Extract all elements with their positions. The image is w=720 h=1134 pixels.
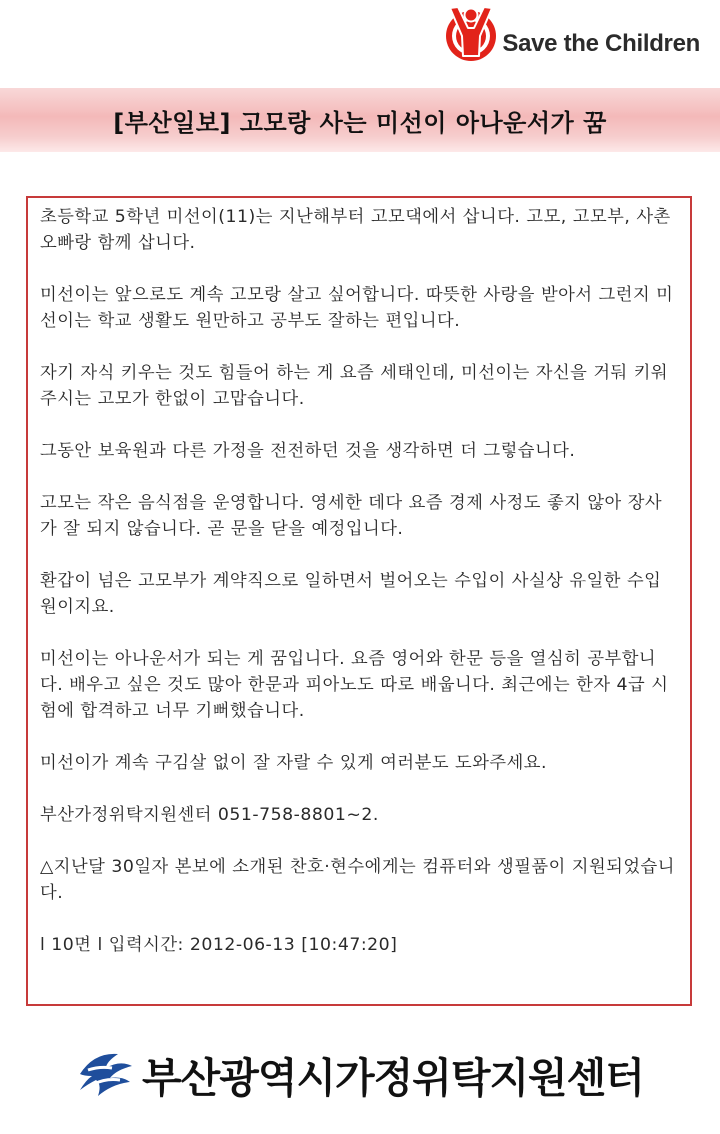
article-paragraph: 그동안 보육원과 다른 가정을 전전하던 것을 생각하면 더 그렇습니다. [40,441,576,461]
busan-emblem-icon [76,1044,136,1104]
save-the-children-figure-icon [444,6,498,64]
article-paragraph: 환갑이 넘은 고모부가 계약직으로 일하면서 벌어오는 수입이 사실상 유일한 수입원이지요. [40,571,662,617]
article-paragraph: 자기 자식 키우는 것도 힘들어 하는 게 요즘 세태인데, 미선이는 자신을 거둬 키워주시는 고모가 한없이 고맙습니다. [40,363,669,409]
article-paragraph: △지난달 30일자 본보에 소개된 찬호·현수에게는 컴퓨터와 생필품이 지원되었습니다. [40,857,675,903]
article-paragraph: 미선이는 아나운서가 되는 게 꿈입니다. 요즘 영어와 한문 등을 열심히 공부합니다. 배우고 싶은 것도 많아 한문과 피아노도 따로 배웁니다. 최근에는 한자 4급 시험에 합격하고 너무 기뻐했습니다. [40,649,669,721]
article-paragraph: 고모는 작은 음식점을 운영합니다. 영세한 데다 요즘 경제 사정도 좋지 않아 장사가 잘 되지 않습니다. 곧 문을 닫을 예정입니다. [40,493,663,539]
article-paragraph: 초등학교 5학년 미선이(11)는 지난해부터 고모댁에서 삽니다. 고모, 고모부, 사촌오빠랑 함께 삽니다. [40,207,671,253]
footer-org-name: 부산광역시가정위탁지원센터 [142,1053,644,1102]
footer-logo [76,1044,644,1104]
article-meta: l 10면 l 입력시간: 2012-06-13 [10:47:20] [40,935,398,955]
article-paragraph: 미선이가 계속 구김살 없이 잘 자랄 수 있게 여러분도 도와주세요. [40,753,547,773]
article-paragraph: 미선이는 앞으로도 계속 고모랑 살고 싶어합니다. 따뜻한 사랑을 받아서 그런지 미선이는 학교 생활도 원만하고 공부도 잘하는 편입니다. [40,285,674,331]
page-title: [부산일보] 고모랑 사는 미선이 아나운서가 꿈 [113,108,607,137]
save-the-children-logo [444,6,700,64]
article-box [26,196,692,1006]
org-name: Save the Children [502,30,700,57]
title-banner [0,88,720,152]
article-contact: 부산가정위탁지원센터 051-758-8801~2. [40,805,379,825]
